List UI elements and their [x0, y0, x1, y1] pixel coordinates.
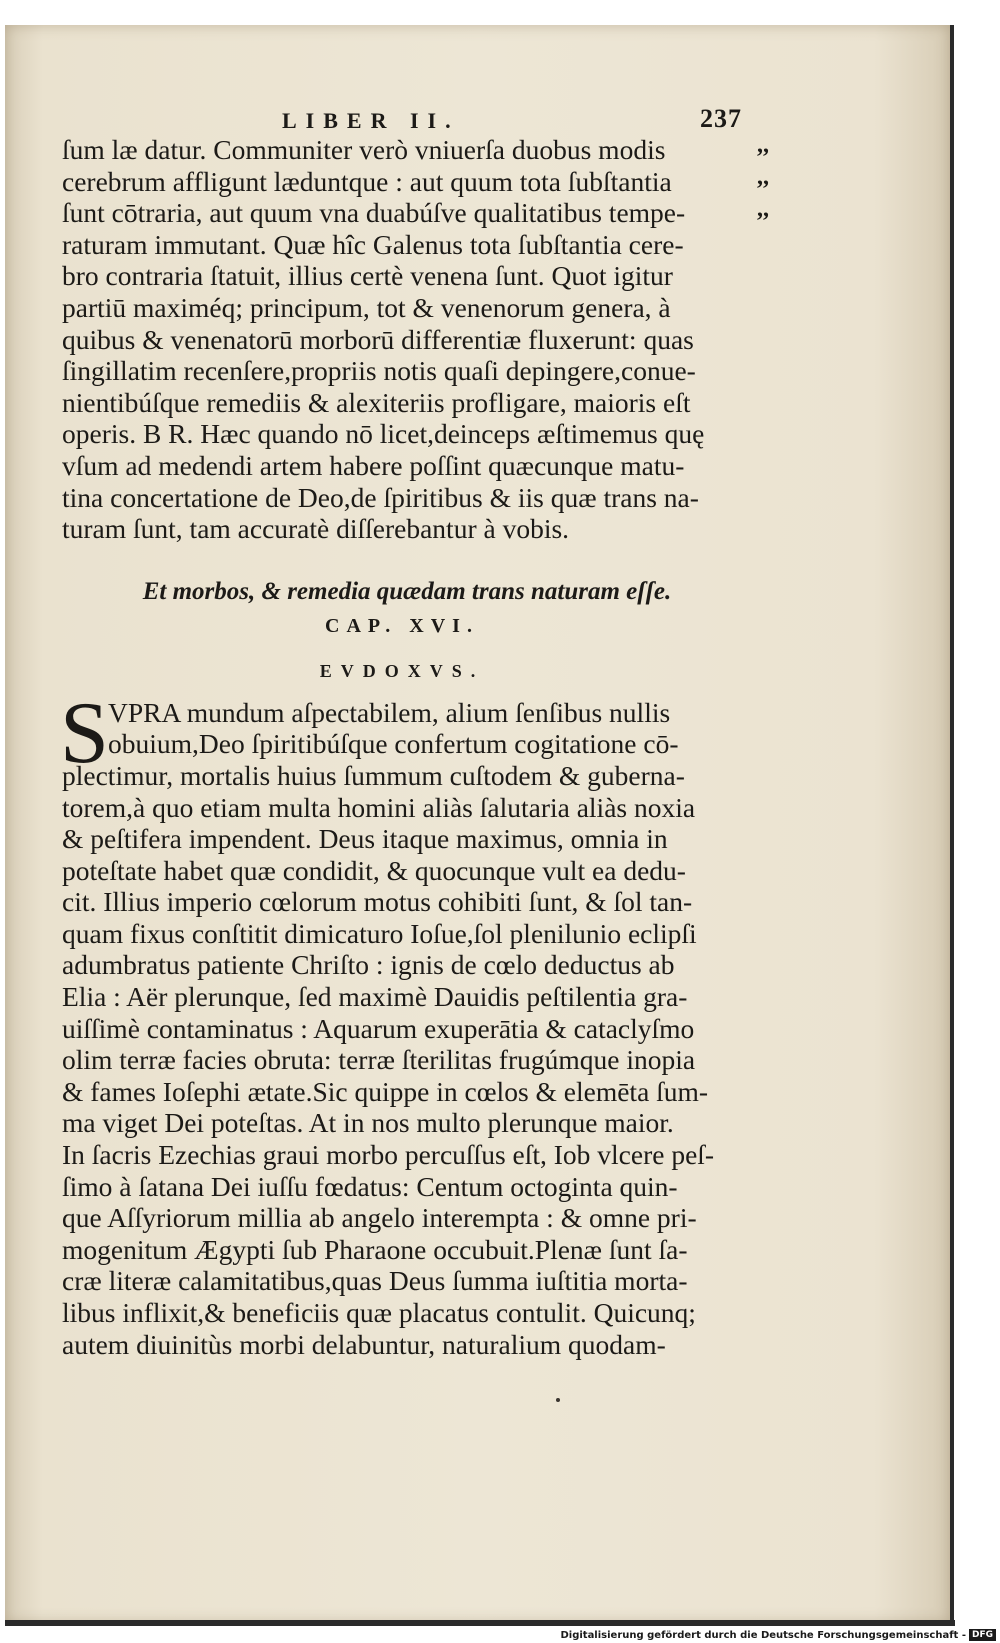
paragraph-2	[60, 684, 742, 1360]
text-line: & fames Ioſephi ætate.Sic quippe in cœlos & elemēta ſum-	[62, 1075, 709, 1107]
text-line: ſum læ datur. Communiter verò vniuerſa duobus modis	[62, 134, 666, 165]
text-line: In ſacris Ezechias graui morbo percuſſus eſt, Iob vlcere peſ-	[62, 1139, 715, 1171]
text-line: raturam immutant. Quæ hîc Galenus tota ſubſtantia cere-	[62, 228, 684, 260]
text-line: VPRA mundum aſpectabilem, alium ſenſibus nullis	[108, 696, 671, 728]
text-line: obuium,Deo ſpiritibúſque confertum cogitatione cō-	[108, 728, 679, 760]
text-line: mogenitum Ægypti ſub Pharaone occubuit.Plenæ ſunt ſa-	[62, 1233, 688, 1265]
chapter-number: CAP. XVI.	[325, 614, 479, 637]
margin-quote-mark: ,,	[757, 132, 769, 158]
text-line: olim terræ facies obruta: terræ ſterilitas frugúmque inopia	[62, 1044, 696, 1076]
text-line: libus inflixit,& beneficiis quæ placatus contulit. Quicunq;	[62, 1297, 696, 1328]
page-text-block	[60, 102, 769, 1360]
text-line: que Aſſyriorum millia ab angelo interempta : & omne pri-	[62, 1202, 697, 1234]
text-line: & peſtifera impendent. Deus itaque maximus, omnia in	[62, 823, 668, 855]
paragraph-1	[62, 132, 769, 545]
text-line: autem diuinitùs morbi delabuntur, naturalium quodam-	[62, 1328, 666, 1360]
text-line: turam ſunt, tam accuratè diſſerebantur à vobis.	[62, 513, 570, 545]
margin-quote-mark: ,,	[757, 196, 769, 222]
text-line: torem,à quo etiam multa homini aliàs ſalutaria aliàs noxia	[62, 791, 696, 823]
text-line: operis. B R. Hæc quando nō licet,deinceps æſtimemus quę	[62, 418, 705, 450]
drop-cap: S	[60, 684, 109, 782]
text-line: Elia : Aër plerunque, ſed maximè Dauidis peſtilentia gra-	[62, 981, 688, 1013]
text-line: poteſtate habet quæ condidit, & quocunque vult ea dedu-	[62, 854, 686, 886]
running-header	[62, 102, 742, 134]
text-line: plectimur, mortalis huius ſummum cuſtodem & guberna-	[62, 759, 685, 791]
chapter-title: Et morbos, & remedia quædam trans naturam eſſe.	[142, 577, 672, 605]
text-line: cræ literæ calamitatibus,quas Deus ſumma iuſtitia morta-	[62, 1265, 688, 1297]
text-line: nientibúſque remediis & alexiteriis profligare, maioris eſt	[62, 386, 691, 418]
dfg-logo: DFG	[969, 1629, 996, 1641]
speaker-heading: EVDOXVS.	[319, 660, 485, 681]
text-line: ma viget Dei poteſtas. At in nos multo plerunque maior.	[62, 1107, 674, 1139]
page-edge-bottom	[5, 1620, 955, 1626]
text-line: ſingillatim recenſere,propriis notis quaſi depingere,conue-	[62, 355, 696, 387]
text-line: uiſſimè contaminatus : Aquarum exuperātia & cataclyſmo	[62, 1012, 695, 1044]
text-line: cerebrum affligunt læduntque : aut quum tota ſubſtantia	[62, 165, 672, 197]
text-line: quibus & venenatorū morborū differentiæ fluxerunt: quas	[62, 323, 694, 355]
text-line: partiū maximéq; principum, tot & venenorum genera, à	[62, 291, 671, 323]
margin-quote-mark: ,,	[757, 164, 769, 190]
text-line: tina concertatione de Deo,de ſpiritibus & iis quæ trans na-	[62, 481, 699, 513]
text-line: bro contraria ſtatuit, illius certè venena ſunt. Quot igitur	[62, 260, 673, 292]
page-edge-right	[950, 25, 954, 1623]
ink-speck	[556, 1398, 560, 1402]
text-line: quam fixus conſtitit dimicaturo Ioſue,ſol plenilunio eclipſi	[62, 917, 697, 949]
footer-text: Digitalisierung gefördert durch die Deutsche Forschungsgemeinschaft -	[560, 1630, 966, 1641]
page-number: 237	[700, 104, 742, 133]
text-line: vſum ad medendi artem habere poſſint quæcunque matu-	[62, 449, 685, 481]
digitization-footer	[0, 1628, 996, 1643]
running-head-title: LIBER II.	[282, 108, 460, 133]
text-line: ſimo à ſatana Dei iuſſu fœdatus: Centum octoginta quin-	[62, 1170, 678, 1202]
text-line: cit. Illius imperio cœlorum motus cohibiti ſunt, & ſol tan-	[62, 886, 693, 918]
text-line: ſunt cōtraria, aut quum vna duabúſve qualitatibus tempe-	[62, 197, 686, 229]
text-line: adumbratus patiente Chriſto : ignis de cœlo deductus ab	[62, 949, 675, 981]
